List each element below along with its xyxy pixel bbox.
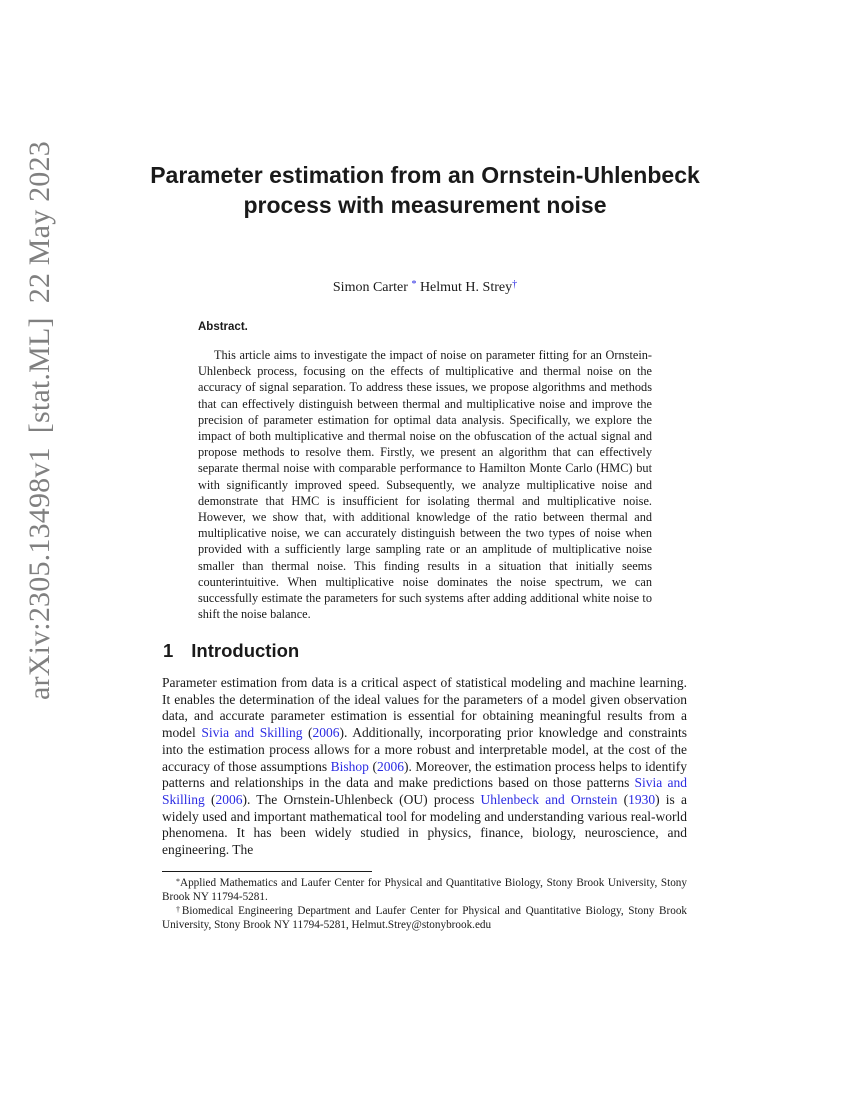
text-segment: ( (302, 725, 313, 741)
citation-year-link[interactable]: 2006 (377, 758, 404, 774)
arxiv-date: 22 May 2023 (23, 141, 56, 304)
arxiv-category: [stat.ML] (23, 317, 56, 434)
citation-link[interactable]: Uhlenbeck and Ornstein (480, 791, 618, 807)
text-segment: ). Moreover, the estimation process helps to identify patterns and relationships in the data and make predictions based on those patterns (162, 758, 688, 791)
footnote-divider (162, 871, 372, 872)
section-heading (163, 640, 299, 662)
text-segment: ). The Ornstein-Uhlenbeck (OU) process (242, 791, 481, 807)
author-name: Helmut H. Strey (419, 280, 513, 295)
abstract-heading: Abstract. (198, 321, 248, 333)
text-segment: ). Additionally, incorporating prior knowledge and constraints into the estimation process allows for a more robust and interpretable model, at the cost of the accuracy of those assumptions (162, 725, 687, 774)
citation-year-link[interactable]: 2006 (312, 725, 340, 741)
text-segment: ( (617, 791, 629, 807)
text-segment: Parameter estimation from data is a critical aspect of statistical modeling and machine learning. It enables the determination of the ideal values for the parameters of a model given observation data, and accurate parameter estimation is essential for obtaining meaningful results from a model (162, 675, 687, 741)
author-line (200, 279, 650, 297)
footnotes (162, 876, 687, 932)
author-footnote-mark[interactable]: * (411, 279, 417, 290)
paper-title: Parameter estimation from an Ornstein-Uhlenbeck process with measurement noise (150, 162, 700, 218)
arxiv-identifier-stamp (16, 141, 64, 700)
citation-link[interactable]: Bishop (330, 758, 369, 774)
arxiv-id: arXiv:2305.13498v1 (23, 447, 56, 700)
citation-link[interactable]: Sivia and Skilling (201, 725, 303, 741)
text-segment: ( (204, 791, 216, 807)
author-footnote-mark[interactable]: † (512, 279, 518, 290)
author-name: Simon Carter (332, 280, 408, 295)
introduction-paragraph (162, 675, 687, 859)
footnote-text: Biomedical Engineering Department and Laufer Center for Physical and Quantitative Biology, Stony Brook University, Stony Brook NY 11794-5281, Helmut.Strey@stonybrook.edu (162, 905, 688, 931)
footnote (162, 876, 687, 904)
text-segment: ) is a widely used and important mathematical tool for modeling and understanding various real-world phenomena. It has been widely studied in physics, finance, biology, neuroscience, and engineering. The (162, 791, 688, 858)
footnote-mark: * (176, 877, 180, 886)
citation-link[interactable]: Sivia and Skilling (162, 775, 687, 807)
abstract-text: This article aims to investigate the impact of noise on parameter fitting for an Ornstein-Uhlenbeck process, focusing on the effects of multiplicative and thermal noise on the accuracy of signal separation. To address these issues, we propose algorithms and methods that can effectively distinguish between thermal and multiplicative noise and improve the precision of parameter estimation for optimal data analysis. Specifically, we explore the impact of both multiplicative and thermal noise on the obfuscation of the actual signal and propose methods to resolve them. Firstly, we present an algorithm that can effectively separate thermal noise with comparable performance to Hamilton Monte Carlo (HMC) but with significantly improved speed. Subsequently, we analyze multiplicative noise and demonstrate that HMC is insufficient for isolating thermal and multiplicative noise. However, we show that, with additional knowledge of the ratio between thermal and multiplicative noise, we can accurately distinguish between the two types of noise when provided with a sufficiently large sampling rate or an amplitude of multiplicative noise smaller than thermal noise. This finding results in a situation that initially seems counterintuitive. When multiplicative noise dominates the noise spectrum, we can successfully estimate the parameters for such systems after adding additional white noise to shift the noise balance. (198, 348, 652, 622)
citation-year-link[interactable]: 2006 (215, 791, 243, 807)
section-number: 1 (163, 640, 174, 661)
footnote-mark: † (176, 905, 182, 914)
text-segment: ( (368, 758, 377, 774)
section-title: Introduction (191, 640, 300, 661)
footnote (162, 904, 687, 932)
citation-year-link[interactable]: 1930 (628, 791, 656, 807)
footnote-text: Applied Mathematics and Laufer Center for Physical and Quantitative Biology, Stony Brook University, Stony Brook NY 11794-5281. (162, 877, 687, 903)
